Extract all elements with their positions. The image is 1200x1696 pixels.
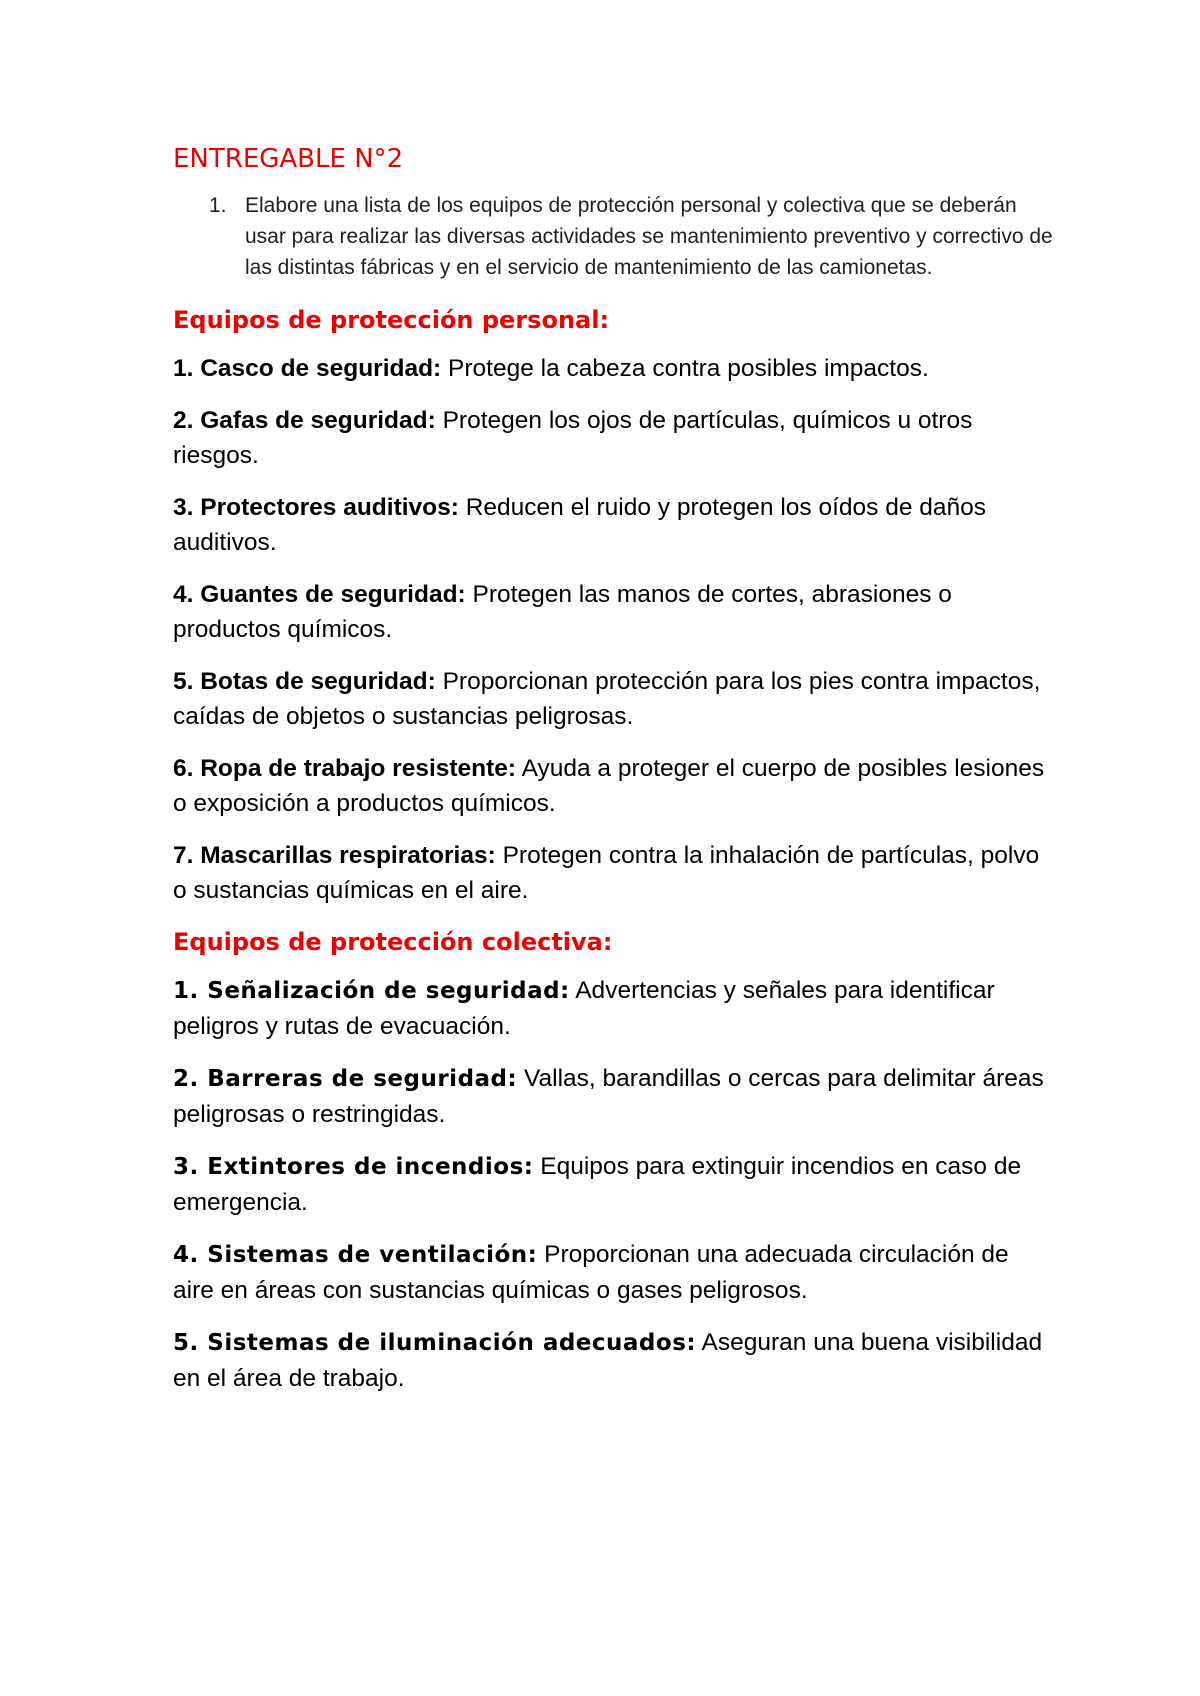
item-text: Protegen contra la inhalación de partículas, polvo o sustancias químicas en el aire. bbox=[173, 842, 1040, 904]
personal-heading: Equipos de protección personal: bbox=[173, 306, 610, 334]
collective-item bbox=[173, 1061, 1053, 1132]
collective-item bbox=[173, 973, 1053, 1044]
document-content bbox=[173, 142, 1053, 1413]
item-text: Reducen el ruido y protegen los oídos de daños auditivos. bbox=[173, 494, 987, 556]
task-text: Elabore una lista de los equipos de protección personal y colectiva que se deberán usar para realizar las diversas actividades se mantenimiento preventivo y correctivo de las distintas fábricas y en el servicio de mantenimiento de las camionetas. bbox=[245, 194, 1053, 279]
item-lead: 7. Mascarillas respiratorias: bbox=[173, 842, 496, 869]
item-lead: 4. Sistemas de ventilación: bbox=[173, 1242, 538, 1268]
personal-item bbox=[173, 751, 1053, 821]
item-lead: 2. Gafas de seguridad: bbox=[173, 407, 436, 434]
item-lead: 1. Casco de seguridad: bbox=[173, 355, 442, 382]
item-text: Vallas, barandillas o cercas para delimitar áreas peligrosas o restringidas. bbox=[173, 1065, 1044, 1128]
collective-item bbox=[173, 1325, 1053, 1396]
item-text: Aseguran una buena visibilidad en el área de trabajo. bbox=[173, 1329, 1043, 1392]
item-lead: 2. Barreras de seguridad: bbox=[173, 1066, 518, 1092]
personal-item bbox=[173, 838, 1053, 908]
personal-item bbox=[173, 664, 1053, 734]
item-text: Protegen los ojos de partículas, químicos u otros riesgos. bbox=[173, 407, 973, 469]
item-lead: 1. Señalización de seguridad: bbox=[173, 978, 570, 1004]
item-lead: 3. Extintores de incendios: bbox=[173, 1154, 534, 1180]
item-text: Advertencias y señales para identificar peligros y rutas de evacuación. bbox=[173, 977, 995, 1040]
item-text: Ayuda a proteger el cuerpo de posibles lesiones o exposición a productos químicos. bbox=[173, 755, 1045, 817]
personal-item bbox=[173, 577, 1053, 647]
item-text: Proporcionan una adecuada circulación de aire en áreas con sustancias químicas o gases peligrosos. bbox=[173, 1241, 1009, 1304]
personal-item bbox=[173, 490, 1053, 560]
collective-item bbox=[173, 1149, 1053, 1220]
item-lead: 5. Sistemas de iluminación adecuados: bbox=[173, 1330, 697, 1356]
task-number: 1. bbox=[209, 194, 227, 217]
item-lead: 3. Protectores auditivos: bbox=[173, 494, 459, 521]
document-title: ENTREGABLE N°2 bbox=[173, 144, 404, 174]
item-text: Equipos para extinguir incendios en caso de emergencia. bbox=[173, 1153, 1022, 1216]
collective-heading: Equipos de protección colectiva: bbox=[173, 928, 613, 956]
item-text: Protegen las manos de cortes, abrasiones o productos químicos. bbox=[173, 581, 952, 643]
collective-item bbox=[173, 1237, 1053, 1308]
item-lead: 4. Guantes de seguridad: bbox=[173, 581, 466, 608]
item-lead: 6. Ropa de trabajo resistente: bbox=[173, 755, 517, 782]
item-lead: 5. Botas de seguridad: bbox=[173, 668, 436, 695]
personal-item bbox=[173, 403, 1053, 473]
item-text: Protege la cabeza contra posibles impactos. bbox=[441, 355, 929, 382]
item-text: Proporcionan protección para los pies contra impactos, caídas de objetos o sustancias peligrosas. bbox=[173, 668, 1041, 730]
task-item bbox=[173, 190, 1053, 283]
personal-item bbox=[173, 351, 1053, 386]
